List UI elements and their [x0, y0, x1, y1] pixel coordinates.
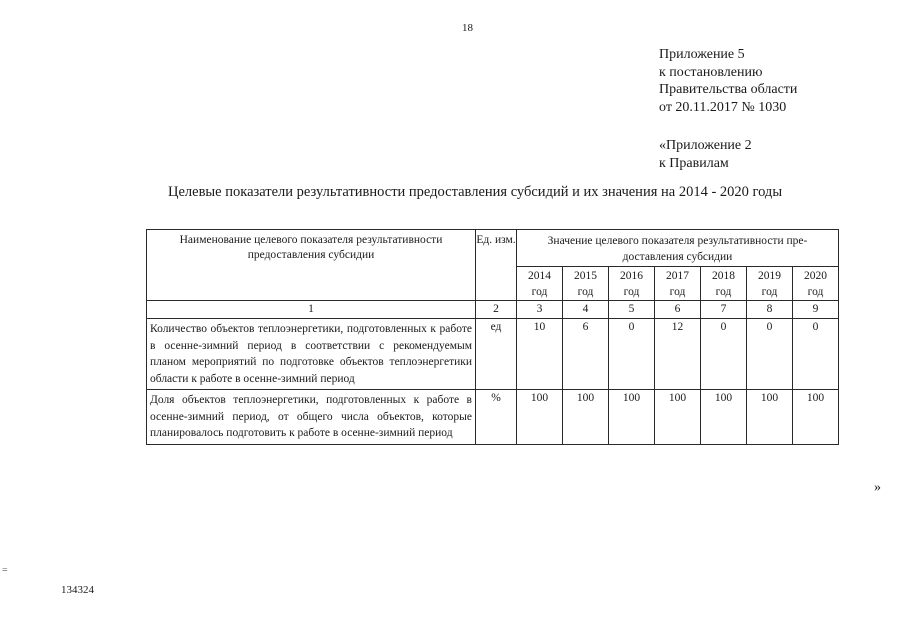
indicator-value-cell: 100 — [609, 390, 655, 445]
indicator-value-cell: 0 — [609, 319, 655, 390]
indicator-value-cell: 0 — [701, 319, 747, 390]
document-title: Целевые показатели результативности предоставления субсидий и их значения на 2014 - 2020 годы — [168, 184, 783, 200]
indicator-value-cell: 6 — [563, 319, 609, 390]
indicator-unit-cell: ед — [476, 319, 517, 390]
table-row — [147, 319, 839, 390]
year-cell: 2018 год — [701, 267, 747, 301]
column-number-cell: 6 — [655, 301, 701, 319]
indicator-unit-cell: % — [476, 390, 517, 445]
indicator-value-cell: 100 — [563, 390, 609, 445]
indicator-value-cell: 100 — [655, 390, 701, 445]
appendix-line: Приложение 5 — [659, 47, 745, 62]
document-code: 134324 — [61, 584, 94, 596]
year-cell: 2014 год — [517, 267, 563, 301]
column-number-cell: 1 — [147, 301, 476, 319]
column-number-cell: 7 — [701, 301, 747, 319]
indicators-table — [146, 229, 839, 445]
year-cell: 2016 год — [609, 267, 655, 301]
appendix-line: Правительства области — [659, 82, 798, 97]
header-unit-cell: Ед. изм. — [476, 230, 517, 301]
appendix-line: к постановлению — [659, 64, 763, 80]
closing-quote: » — [874, 480, 881, 495]
appendix-line: «Приложение 2 — [659, 138, 752, 153]
year-cell: 2019 год — [747, 267, 793, 301]
table-header-row — [147, 230, 839, 267]
appendix-line: от 20.11.2017 № 1030 — [659, 99, 787, 115]
page-number: 18 — [462, 22, 473, 34]
margin-mark: = — [2, 565, 8, 576]
indicator-value-cell: 10 — [517, 319, 563, 390]
table-row — [147, 390, 839, 445]
column-number-cell: 5 — [609, 301, 655, 319]
column-number-cell: 4 — [563, 301, 609, 319]
indicator-value-cell: 100 — [747, 390, 793, 445]
indicator-name-cell: Доля объектов теплоэнергетики, подготовленных к работе в осенне-зимний период, от общего числа объектов, которые планировалось подготовить к работе в осенне-зимний период — [147, 390, 476, 445]
appendix-line: к Правилам — [659, 155, 729, 171]
indicator-value-cell: 12 — [655, 319, 701, 390]
year-cell: 2020 год — [793, 267, 839, 301]
header-name-cell: Наименование целевого показателя результативности предоставления субсидии — [147, 230, 476, 301]
indicator-value-cell: 100 — [701, 390, 747, 445]
indicator-value-cell: 0 — [747, 319, 793, 390]
appendix-header — [659, 46, 797, 172]
indicator-value-cell: 100 — [793, 390, 839, 445]
column-number-cell: 9 — [793, 301, 839, 319]
column-number-cell: 2 — [476, 301, 517, 319]
indicator-value-cell: 0 — [793, 319, 839, 390]
appendix-spacer — [659, 116, 797, 137]
table-column-numbers-row — [147, 301, 839, 319]
column-number-cell: 8 — [747, 301, 793, 319]
header-value-cell: Значение целевого показателя результативности пре-доставления субсидии — [517, 230, 839, 267]
indicator-value-cell: 100 — [517, 390, 563, 445]
year-cell: 2015 год — [563, 267, 609, 301]
year-cell: 2017 год — [655, 267, 701, 301]
column-number-cell: 3 — [517, 301, 563, 319]
indicator-name-cell: Количество объектов теплоэнергетики, подготовленных к работе в осенне-зимний период в соответствии с рекомендуемым планом мероприятий по подготовке объектов теплоэнергетики области к работе в осенне-зимний период — [147, 319, 476, 390]
